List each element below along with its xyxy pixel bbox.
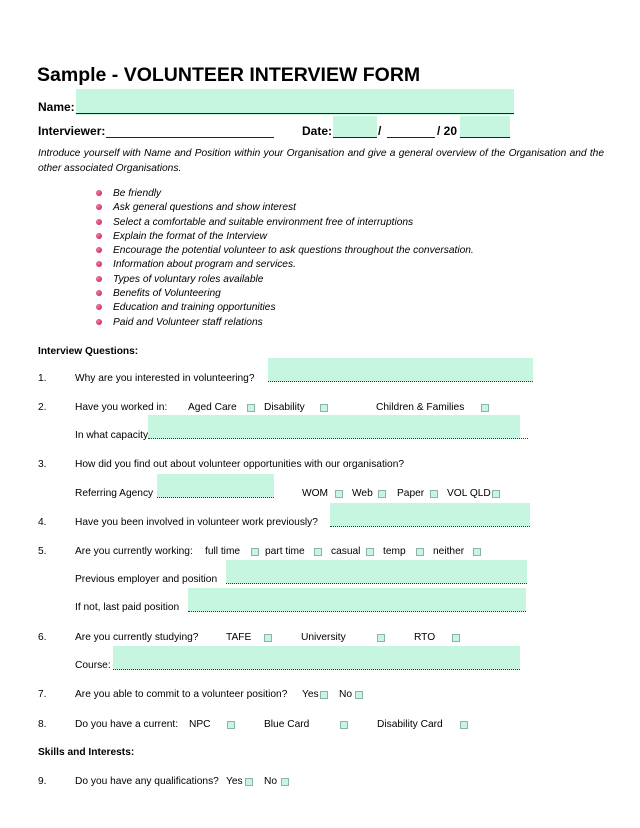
q7-option-yes: Yes: [302, 689, 319, 700]
q3-referring-agency-label: Referring Agency: [75, 488, 154, 499]
previous-employer-line: [226, 583, 527, 584]
q8-option-disability-card: Disability Card: [377, 719, 443, 730]
date-day-field[interactable]: [333, 116, 377, 138]
q5-previous-employer-label: Previous employer and position: [75, 574, 218, 585]
q1-answer-line: [268, 381, 533, 382]
bullet-icon: [96, 204, 102, 210]
date-year-field[interactable]: [460, 116, 510, 138]
q7-text: Are you able to commit to a volunteer position?: [75, 689, 288, 700]
q6-text: Are you currently studying?: [75, 632, 199, 643]
q6-number: 6.: [38, 632, 47, 643]
date-day-underline: [333, 137, 377, 138]
q5-option-temp: temp: [383, 546, 406, 557]
q3-number: 3.: [38, 459, 47, 470]
q7-no-checkbox[interactable]: [355, 691, 363, 699]
q4-answer-line: [330, 526, 530, 527]
bullet-icon: [96, 290, 102, 296]
bullet-icon: [96, 219, 102, 225]
q8-option-npc: NPC: [189, 719, 211, 730]
q5-option-neither: neither: [433, 546, 465, 557]
rto-checkbox[interactable]: [452, 634, 460, 642]
date-separator: /: [378, 124, 382, 138]
disability-card-checkbox[interactable]: [460, 721, 468, 729]
q2-capacity-label: In what capacity: [75, 430, 149, 441]
bullet-icon: [96, 276, 102, 282]
name-field[interactable]: [76, 89, 514, 115]
interviewer-label: Interviewer:: [38, 124, 106, 138]
referring-agency-field[interactable]: [157, 474, 274, 498]
q6-option-university: University: [301, 632, 346, 643]
vol-qld-checkbox[interactable]: [492, 490, 500, 498]
last-paid-position-field[interactable]: [188, 588, 526, 612]
q4-number: 4.: [38, 517, 47, 528]
bullet-icon: [96, 190, 102, 196]
date-label: Date:: [302, 124, 333, 138]
bullet-icon: [96, 261, 102, 267]
course-line: [113, 669, 520, 670]
aged-care-checkbox[interactable]: [247, 404, 255, 412]
name-underline: [76, 113, 514, 114]
q5-option-part-time: part time: [265, 546, 305, 557]
q3-option-paper: Paper: [397, 488, 425, 499]
q8-number: 8.: [38, 719, 47, 730]
skills-heading: Skills and Interests:: [38, 747, 135, 758]
q9-yes-checkbox[interactable]: [245, 778, 253, 786]
q9-text: Do you have any qualifications?: [75, 776, 219, 787]
course-field[interactable]: [113, 646, 520, 670]
bullet-icon: [96, 319, 102, 325]
date-year-prefix: / 20: [437, 124, 458, 138]
q2-option-children: Children & Families: [376, 402, 465, 413]
intro-text: Introduce yourself with Name and Position within your Organisation and give a general overview of the Organisation and the other associated Organisations.: [38, 148, 604, 174]
q6-course-label: Course:: [75, 660, 111, 671]
q2-option-aged-care: Aged Care: [188, 402, 237, 413]
part-time-checkbox[interactable]: [314, 548, 322, 556]
q1-answer-field[interactable]: [268, 358, 533, 382]
bullet-icon: [96, 233, 102, 239]
bullet-icon: [96, 304, 102, 310]
bullet-icon: [96, 247, 102, 253]
last-paid-position-line: [188, 611, 526, 612]
q4-answer-field[interactable]: [330, 503, 530, 527]
q1-number: 1.: [38, 373, 47, 384]
temp-checkbox[interactable]: [416, 548, 424, 556]
date-year-underline: [460, 137, 510, 138]
date-month-field[interactable]: [387, 137, 435, 138]
q9-no-checkbox[interactable]: [281, 778, 289, 786]
university-checkbox[interactable]: [377, 634, 385, 642]
tafe-checkbox[interactable]: [264, 634, 272, 642]
q6-option-rto: RTO: [414, 632, 436, 643]
q5-option-casual: casual: [331, 546, 361, 557]
q8-text: Do you have a current:: [75, 719, 179, 730]
q2-capacity-field[interactable]: [148, 415, 520, 439]
q3-option-vol-qld: VOL QLD: [447, 488, 491, 499]
q9-number: 9.: [38, 776, 47, 787]
q7-option-no: No: [339, 689, 353, 700]
q3-text: How did you find out about volunteer opportunities with our organisation?: [75, 459, 405, 470]
q6-option-tafe: TAFE: [226, 632, 252, 643]
q4-text: Have you been involved in volunteer work previously?: [75, 517, 318, 528]
children-families-checkbox[interactable]: [481, 404, 489, 412]
neither-checkbox[interactable]: [473, 548, 481, 556]
q5-text: Are you currently working:: [75, 546, 193, 557]
q2-number: 2.: [38, 402, 47, 413]
blue-card-checkbox[interactable]: [340, 721, 348, 729]
q8-option-blue-card: Blue Card: [264, 719, 310, 730]
q1-text: Why are you interested in volunteering?: [75, 373, 255, 384]
paper-checkbox[interactable]: [430, 490, 438, 498]
interview-questions-heading: Interview Questions:: [38, 346, 139, 357]
q3-option-web: Web: [352, 488, 373, 499]
previous-employer-field[interactable]: [226, 560, 527, 584]
full-time-checkbox[interactable]: [251, 548, 259, 556]
q2-option-disability: Disability: [264, 402, 305, 413]
q9-option-no: No: [264, 776, 278, 787]
referring-agency-line: [157, 497, 274, 498]
q5-option-full-time: full time: [205, 546, 241, 557]
q5-number: 5.: [38, 546, 47, 557]
wom-checkbox[interactable]: [335, 490, 343, 498]
page-title: Sample - VOLUNTEER INTERVIEW FORM: [37, 64, 421, 86]
npc-checkbox[interactable]: [227, 721, 235, 729]
q7-yes-checkbox[interactable]: [320, 691, 328, 699]
q2-text: Have you worked in:: [75, 402, 168, 413]
q3-option-wom: WOM: [302, 488, 329, 499]
q5-last-paid-label: If not, last paid position: [75, 602, 180, 613]
disability-checkbox[interactable]: [320, 404, 328, 412]
interviewer-field[interactable]: [106, 137, 274, 138]
name-label: Name:: [38, 100, 75, 114]
q7-number: 7.: [38, 689, 47, 700]
q9-option-yes: Yes: [226, 776, 243, 787]
casual-checkbox[interactable]: [366, 548, 374, 556]
q2-capacity-line: [148, 438, 528, 439]
web-checkbox[interactable]: [378, 490, 386, 498]
